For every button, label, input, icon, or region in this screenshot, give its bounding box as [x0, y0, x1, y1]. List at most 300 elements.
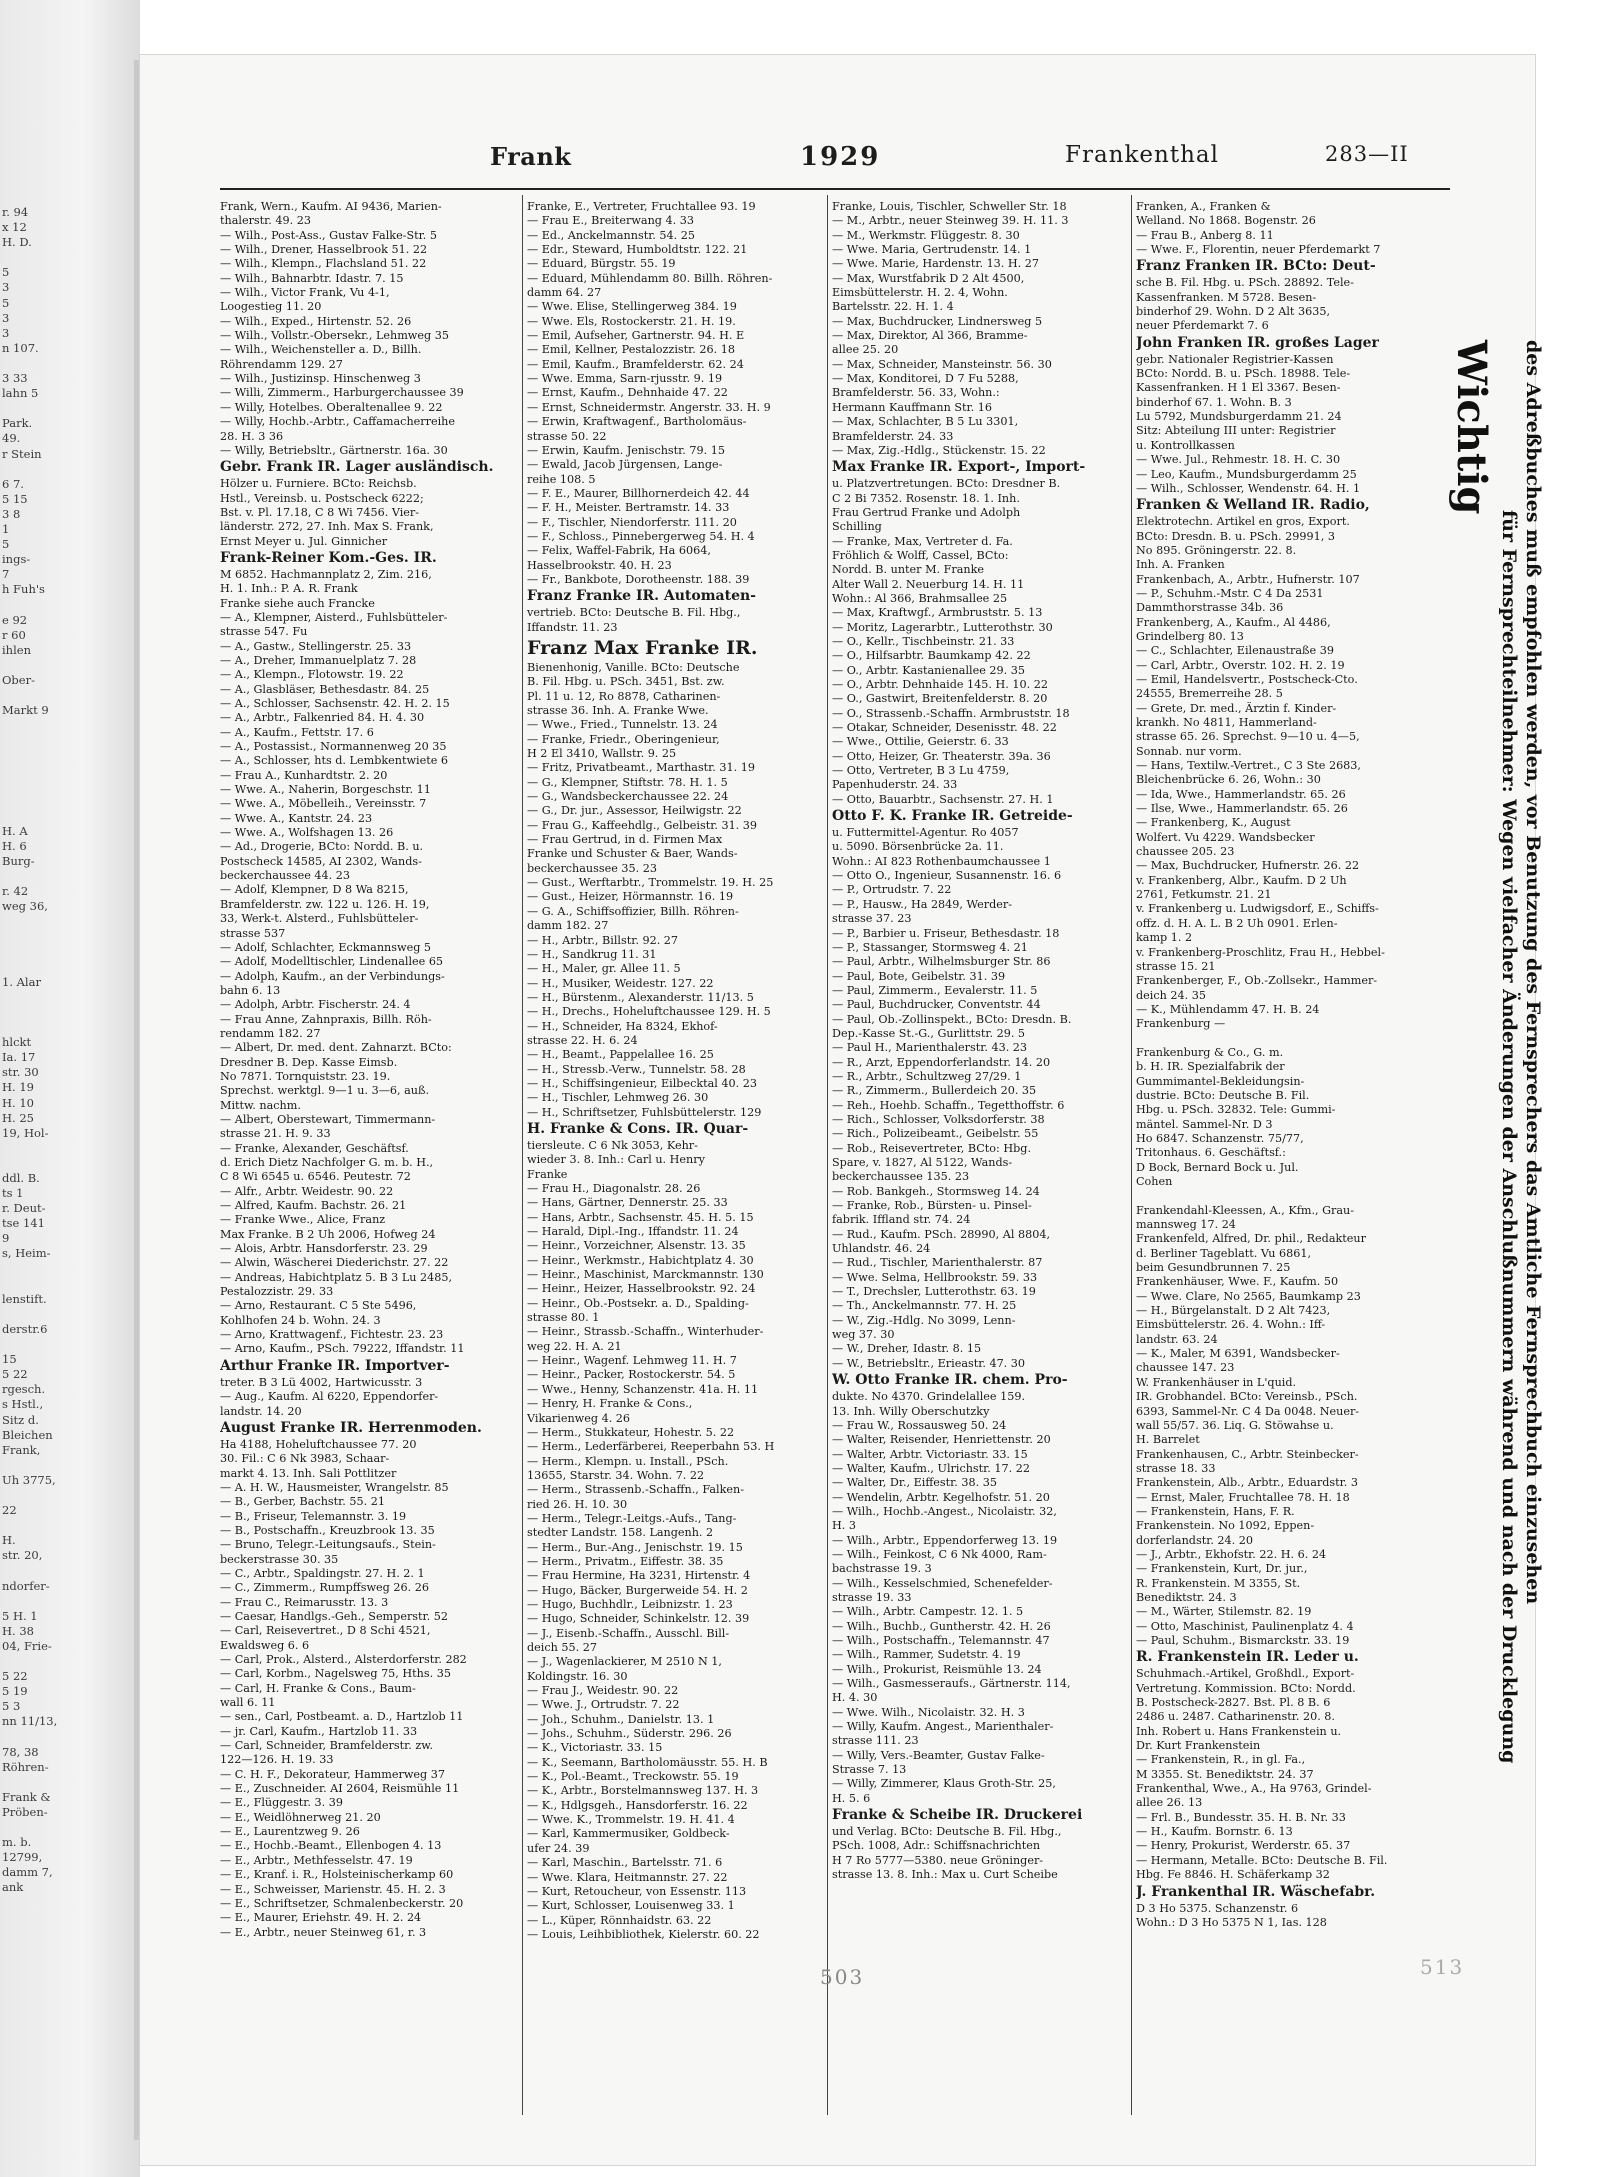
directory-entry-line: D Bock, Bernard Bock u. Jul.	[1136, 1160, 1299, 1174]
directory-entry-line: — Wwe. Selma, Hellbrookstr. 59. 33	[832, 1270, 1038, 1284]
directory-entry-line: Frankenburg & Co., G. m.	[1136, 1045, 1284, 1059]
fragment-line	[2, 658, 60, 673]
directory-entry-line: — Arno, Restaurant. C 5 Ste 5496,	[220, 1299, 417, 1313]
notice-sidebar	[1448, 340, 1543, 1780]
directory-entry-line: — Ed., Anckelmannstr. 54. 25	[527, 228, 696, 242]
directory-entry-line: allee 25. 20	[832, 343, 899, 357]
directory-entry-line: — Alwin, Wäscherei Diederichstr. 27. 22	[220, 1256, 449, 1270]
fragment-line: r 60	[2, 627, 26, 642]
directory-entry-line: — Franke, Friedr., Oberingenieur,	[527, 732, 720, 746]
fragment-line	[2, 914, 60, 929]
directory-entry-line: wall 6. 11	[220, 1696, 276, 1710]
directory-entry-line: M 3355. St. Benediktstr. 24. 37	[1136, 1767, 1314, 1781]
fragment-line	[2, 763, 60, 778]
directory-entry-line: — Paul, Zimmerm., Eevalerstr. 11. 5	[832, 983, 1038, 997]
directory-entry-line: — Carl, Arbtr., Overstr. 102. H. 2. 19	[1136, 658, 1345, 672]
directory-entry-line: — Wwe. Jul., Rehmestr. 18. H. C. 30	[1136, 453, 1341, 467]
directory-entry-line: Benediktstr. 24. 3	[1136, 1590, 1237, 1604]
fragment-line: str. 20,	[2, 1548, 43, 1563]
directory-entry-line: — Ilse, Wwe., Hammerlandstr. 65. 26	[1136, 802, 1348, 816]
directory-entry-line: — K., Maler, M 6391, Wandsbecker-	[1136, 1347, 1340, 1361]
directory-entry-line: — Carl, Prok., Alsterd., Alsterdorferstr. 282	[220, 1653, 467, 1666]
directory-entry-line: — Wwe. Wilh., Nicolaistr. 32. H. 3	[832, 1705, 1025, 1719]
directory-entry-line: — Aug., Kaufm. Al 6220, Eppendorfer-	[220, 1390, 439, 1404]
directory-entry-line: Uhlandstr. 46. 24	[832, 1242, 931, 1256]
fragment-line: ank	[2, 1880, 24, 1895]
directory-entry-line: — Otto, Bauarbtr., Sachsenstr. 27. H. 1	[832, 792, 1054, 806]
fragment-line	[2, 733, 60, 748]
directory-entry-line	[1136, 1032, 1436, 1046]
directory-entry-line: — Felix, Waffel-Fabrik, Ha 6064,	[527, 544, 711, 558]
fragment-line: 5 22	[2, 1367, 28, 1382]
directory-entry-line: — Herm., Lederfärberei, Reeperbahn 53. H	[527, 1440, 775, 1454]
directory-entry-line: — O., Arbtr. Dehnhaide 145. H. 10. 22	[832, 678, 1048, 691]
directory-entry-line: — Willy, Vers.-Beamter, Gustav Falke-	[832, 1748, 1045, 1762]
directory-entry-line: — Gust., Werftarbtr., Trommelstr. 19. H. 25	[527, 876, 774, 890]
fragment-line: ings-	[2, 552, 31, 567]
directory-entry-line	[1136, 1189, 1436, 1203]
directory-entry-line: No 895. Gröningerstr. 22. 8.	[1136, 543, 1297, 557]
directory-entry-line: — L., Küper, Rönnhaidstr. 63. 22	[527, 1913, 712, 1927]
fragment-line: H. 6	[2, 838, 27, 853]
directory-entry-line: beckerchaussee 35. 23	[527, 861, 658, 875]
notice-line-2: des Adreßbuches muß empfohlen werden, vor Benutzung des Fernsprechers das Amtliche Fernsprechbuch einzusehen	[1522, 340, 1544, 1605]
directory-entry-line: — E., Zuschneider. AI 2604, Reismühle 11	[220, 1782, 460, 1796]
directory-entry-line: — Paul, Arbtr., Wilhelmsburger Str. 86	[832, 955, 1051, 969]
directory-entry-line: — Ida, Wwe., Hammerlandstr. 65. 26	[1136, 787, 1346, 801]
fragment-line: 9	[2, 1231, 10, 1246]
directory-entry-line: — Carl, Schneider, Bramfelderstr. zw.	[220, 1739, 434, 1753]
directory-entry-line: Sprechst. werktgl. 9—1 u. 3—6, auß.	[220, 1084, 430, 1098]
directory-entry-line: — Wilh., Feinkost, C 6 Nk 4000, Ram-	[832, 1547, 1047, 1561]
fragment-line: r Stein	[2, 446, 42, 461]
fragment-line: H. 38	[2, 1623, 34, 1638]
directory-entry-line: Frankenburg —	[1136, 1017, 1226, 1031]
directory-entry-line: Alter Wall 2. Neuerburg 14. H. 11	[832, 577, 1025, 591]
directory-entry-line: v. Frankenberg-Proschlitz, Frau H., Hebbel-	[1136, 945, 1385, 959]
directory-entry-line: mäntel. Sammel-Nr. D 3	[1136, 1117, 1273, 1131]
fragment-line: Burg-	[2, 854, 35, 869]
directory-entry-line: landstr. 14. 20	[220, 1404, 302, 1418]
directory-entry-line: strasse 13. 8. Inh.: Max u. Curt Scheibe	[832, 1868, 1058, 1882]
directory-entry-line: — F., Schloss., Pinnebergerweg 54. H. 4	[527, 529, 755, 543]
fragment-line	[2, 1262, 60, 1277]
directory-entry-line: Dresdner B. Dep. Kasse Eimsb.	[220, 1055, 398, 1069]
directory-entry-line: — Wilh., Drener, Hasselbrook 51. 22	[220, 243, 428, 257]
directory-entry-line: — Leo, Kaufm., Mundsburgerdamm 25	[1136, 467, 1357, 481]
directory-entry-line: — Heinr., Packer, Rostockerstr. 54. 5	[527, 1368, 736, 1382]
fragment-line: weg 36,	[2, 899, 48, 914]
directory-entry-line: — E., Kranf. i. R., Holsteinischerkamp 60	[220, 1868, 454, 1882]
directory-entry-line: Dr. Kurt Frankenstein	[1136, 1739, 1261, 1753]
directory-entry-line: — G., Wandsbeckerchaussee 22. 24	[527, 790, 729, 804]
directory-entry-line: Fröhlich & Wolff, Cassel, BCto:	[832, 548, 1009, 562]
directory-entry-line: strasse 21. H. 9. 33	[220, 1127, 331, 1141]
directory-entry-line: stedter Landstr. 158. Langenh. 2	[527, 1526, 714, 1540]
directory-entry-line: — Gust., Heizer, Hörmannstr. 16. 19	[527, 890, 734, 904]
directory-entry-line: — K., Hdlgsgeh., Hansdorferstr. 16. 22	[527, 1798, 748, 1812]
header-rule	[220, 188, 1450, 190]
directory-entry-line: Nordd. B. unter M. Franke	[832, 563, 985, 577]
directory-entry-line: Franke, E., Vertreter, Fruchtallee 93. 19	[527, 200, 756, 213]
fragment-line: lenstift.	[2, 1291, 47, 1306]
fragment-line	[2, 1141, 60, 1156]
directory-entry-line: — Heinr., Werkmstr., Habichtplatz 4. 30	[527, 1253, 754, 1267]
fragment-line: 22	[2, 1503, 17, 1518]
directory-entry-line: — sen., Carl, Postbeamt. a. D., Hartzlob 11	[220, 1710, 464, 1724]
fragment-line: 19, Hol-	[2, 1125, 49, 1140]
directory-entry-line: — E., Schriftsetzer, Schmalenbeckerstr. 20	[220, 1896, 464, 1910]
directory-entry-line: strasse 537	[220, 926, 286, 940]
directory-entry-line: — Wilh., Weichensteller a. D., Billh.	[220, 343, 422, 357]
directory-entry-line: — E., Schweisser, Marienstr. 45. H. 2. 3	[220, 1882, 446, 1896]
directory-entry-line: — P., Barbier u. Friseur, Bethesdastr. 18	[832, 926, 1060, 940]
fragment-line: Sitz d.	[2, 1412, 39, 1427]
directory-entry-line: Welland. No 1868. Bogenstr. 26	[1136, 214, 1316, 228]
directory-entry-line: Kassenfranken. H 1 El 3367. Besen-	[1136, 381, 1341, 395]
directory-entry-line: — Wwe. J., Ortrudstr. 7. 22	[527, 1698, 680, 1712]
directory-entry-line: Loogestieg 11. 20	[220, 300, 322, 314]
directory-entry-line: — K., Arbtr., Borstelmannsweg 137. H. 3	[527, 1784, 759, 1798]
directory-entry-line: — E., Arbtr., Methfesselstr. 47. 19	[220, 1853, 413, 1867]
directory-entry-line: — E., Maurer, Eriehstr. 49. H. 2. 24	[220, 1911, 422, 1925]
directory-entry-line: — Erwin, Kraftwagenf., Bartholomäus-	[527, 415, 747, 429]
directory-entry-line: — Frl. B., Bundesstr. 35. H. B. Nr. 33	[1136, 1810, 1346, 1824]
directory-entry-line: — Max, Kraftwgf., Armbruststr. 5. 13	[832, 606, 1043, 620]
directory-entry-line: dorferlandstr. 24. 20	[1136, 1533, 1254, 1547]
fragment-line	[2, 1820, 60, 1835]
directory-entry-line: Bramfelderstr. 24. 33	[832, 429, 954, 443]
directory-entry-line: — Arno, Krattwagenf., Fichtestr. 23. 23	[220, 1328, 444, 1342]
directory-entry-line: — Wwe. A., Wolfshagen 13. 26	[220, 826, 394, 840]
directory-entry-line: v. Frankenberg u. Ludwigsdorf, E., Schiffs-	[1136, 902, 1379, 916]
directory-entry-line: — Otto, Maschinist, Paulinenplatz 4. 4	[1136, 1619, 1354, 1633]
directory-entry-line: — Max, Wurstfabrik D 2 Alt 4500,	[832, 271, 1025, 285]
directory-entry-line: — Adolf, Klempner, D 8 Wa 8215,	[220, 883, 409, 897]
fragment-line: rgesch.	[2, 1382, 46, 1397]
directory-entry-line: — Wilh., Gasmesseraufs., Gärtnerstr. 114,	[832, 1677, 1071, 1691]
directory-entry-line: — Emil, Kellner, Pestalozzistr. 26. 18	[527, 343, 735, 357]
directory-entry-line: ufer 24. 39	[527, 1841, 590, 1855]
fragment-line: Ia. 17	[2, 1050, 36, 1065]
directory-entry-line: 30. Fil.: C 6 Nk 3983, Schaar-	[220, 1452, 390, 1466]
directory-entry-line: — Rich., Schlosser, Volksdorferstr. 38	[832, 1112, 1045, 1126]
directory-entry-line: B. Fil. Hbg. u. PSch. 3451, Bst. zw.	[527, 675, 725, 689]
directory-entry-line: Wolfert. Vu 4229. Wandsbecker	[1136, 830, 1315, 844]
directory-entry-line: — Harald, Dipl.-Ing., Iffandstr. 11. 24	[527, 1225, 739, 1239]
fragment-line: 3 33	[2, 371, 28, 386]
directory-entry-line: strasse 547. Fu	[220, 625, 308, 639]
directory-entry-line: — W., Dreher, Idastr. 8. 15	[832, 1342, 982, 1356]
directory-entry-line: rendamm 182. 27	[220, 1026, 321, 1040]
directory-entry-line: — H., Musiker, Weidestr. 127. 22	[527, 976, 714, 990]
fragment-line: tse 141	[2, 1216, 45, 1231]
fragment-line: 1. Alar	[2, 974, 41, 989]
column-3	[832, 200, 1132, 1883]
directory-entry-line: — M., Werkmstr. Flüggestr. 8. 30	[832, 228, 1020, 242]
directory-entry-line: — E., Weidlöhnerweg 21. 20	[220, 1810, 381, 1824]
directory-entry-line: u. 5090. Börsenbrücke 2a. 11.	[832, 840, 1004, 854]
directory-entry-line: — Karl, Maschin., Bartelsstr. 71. 6	[527, 1856, 723, 1870]
directory-entry-line: Franke siehe auch Francke	[220, 596, 375, 610]
directory-entry-line: — H., Schiffsingenieur, Eilbecktal 40. 23	[527, 1076, 758, 1090]
column-4	[1136, 200, 1436, 1930]
fragment-line	[2, 748, 60, 763]
directory-entry-line: Ho 6847. Schanzenstr. 75/77,	[1136, 1131, 1304, 1145]
directory-entry-line: — Emil, Kaufm., Bramfelderstr. 62. 24	[527, 357, 744, 371]
directory-entry-line: — Heinr., Strassb.-Schaffn., Winterhuder-	[527, 1325, 764, 1339]
directory-entry-line: — J., Wagenlackierer, M 2510 N 1,	[527, 1655, 722, 1669]
fragment-line: 5	[2, 537, 10, 552]
fragment-line	[2, 1277, 60, 1292]
directory-entry-line: Grindelberg 80. 13	[1136, 629, 1244, 643]
directory-entry-line: — Carl, H. Franke & Cons., Baum-	[220, 1681, 416, 1695]
directory-entry-line: strasse 18. 33	[1136, 1461, 1216, 1475]
directory-entry-line: — Wilh., Arbtr. Campestr. 12. 1. 5	[832, 1605, 1024, 1619]
directory-entry-line: — P., Schuhm.-Mstr. C 4 Da 2531	[1136, 586, 1324, 600]
fragment-line: 5 22	[2, 1669, 28, 1684]
directory-entry-line: — C. H. F., Dekorateur, Hammerweg 37	[220, 1767, 446, 1781]
directory-entry-line: — Albert, Oberstewart, Timmermann-	[220, 1112, 436, 1126]
directory-entry-line: Pl. 11 u. 12, Ro 8878, Catharinen-	[527, 689, 721, 703]
directory-entry-line: — K., Pol.-Beamt., Treckowstr. 55. 19	[527, 1770, 739, 1784]
directory-entry-line: strasse 80. 1	[527, 1311, 600, 1325]
directory-entry-line: — J., Arbtr., Ekhofstr. 22. H. 6. 24	[1136, 1547, 1327, 1561]
directory-entry-line: — Frau Anne, Zahnpraxis, Billh. Röh-	[220, 1012, 432, 1026]
directory-entry-line: Ha 4188, Hoheluftchaussee 77. 20	[220, 1437, 417, 1451]
directory-entry-line: kamp 1. 2	[1136, 931, 1193, 945]
directory-entry-line: Hbg. Fe 8846. H. Schäferkamp 32	[1136, 1868, 1330, 1882]
directory-entry-line: — Eduard, Bürgstr. 55. 19	[527, 257, 676, 271]
directory-entry-line: chaussee 147. 23	[1136, 1361, 1235, 1375]
directory-entry-line: — Edr., Steward, Humboldtstr. 122. 21	[527, 243, 748, 257]
directory-entry-line: Frankenthal, Wwe., A., Ha 9763, Grindel-	[1136, 1782, 1372, 1796]
directory-entry-line: R. Frankenstein. M 3355, St.	[1136, 1576, 1301, 1590]
directory-entry-line: Sitz: Abteilung III unter: Registrier	[1136, 424, 1336, 438]
directory-entry-line: u. Platzvertretungen. BCto: Dresdner B.	[832, 477, 1061, 491]
directory-entry-line: — H., Stressb.-Verw., Tunnelstr. 58. 28	[527, 1062, 746, 1076]
fragment-line: 7	[2, 567, 10, 582]
column-2	[527, 200, 827, 1942]
directory-entry-line: wall 55/57. 36. Liq. G. Stöwahse u.	[1136, 1418, 1334, 1432]
fragment-line: s, Heim-	[2, 1246, 51, 1261]
directory-entry-line: — Karl, Kammermusiker, Goldbeck-	[527, 1827, 730, 1841]
fragment-line: H. D.	[2, 235, 32, 250]
directory-entry-line: — E., Flüggestr. 3. 39	[220, 1796, 344, 1810]
fragment-line: r. Deut-	[2, 1201, 46, 1216]
directory-entry-line: Mittw. nachm.	[220, 1098, 301, 1112]
directory-entry-line: — Frankenstein, Kurt, Dr. jur.,	[1136, 1562, 1308, 1576]
directory-entry-line: H. 1. Inh.: P. A. R. Frank	[220, 582, 358, 596]
fragment-line	[2, 1307, 60, 1322]
directory-entry-line: fabrik. Iffland str. 74. 24	[832, 1213, 971, 1227]
directory-entry-line: — Paul, Bote, Geibelstr. 31. 39	[832, 969, 1006, 983]
fragment-line: 49.	[2, 431, 21, 446]
directory-entry-line: — B., Postschaffn., Kreuzbrook 13. 35	[220, 1523, 435, 1537]
directory-entry-line: — Wilh., Victor Frank, Vu 4-1,	[220, 286, 390, 300]
directory-entry-line: — Willy, Hotelbes. Oberaltenallee 9. 22	[220, 400, 443, 414]
fragment-line: 78, 38	[2, 1744, 39, 1759]
directory-entry-line: neuer Pferdemarkt 7. 6	[1136, 319, 1269, 333]
fragment-line: Park.	[2, 416, 33, 431]
fragment-line	[2, 779, 60, 794]
directory-entry-line: — P., Hausw., Ha 2849, Werder-	[832, 897, 1012, 911]
directory-entry-line: — Herm., Strassenb.-Schaffn., Falken-	[527, 1483, 744, 1497]
directory-entry-line: D 3 Ho 5375. Schanzenstr. 6	[1136, 1901, 1299, 1915]
directory-entry-line: — Bruno, Telegr.-Leitungsaufs., Stein-	[220, 1538, 436, 1552]
directory-entry-line: Vertretung. Kommission. BCto: Nordd.	[1136, 1681, 1356, 1695]
directory-entry-line: — Erwin, Kaufm. Jenischstr. 79. 15	[527, 443, 725, 457]
fragment-line	[2, 1488, 60, 1503]
directory-entry-line: — O., Kellr., Tischbeinstr. 21. 33	[832, 634, 1015, 648]
directory-entry-line: — Johs., Schuhm., Süderstr. 296. 26	[527, 1727, 732, 1741]
directory-entry-line: — Wwe. F., Florentin, neuer Pferdemarkt 7	[1136, 243, 1381, 257]
directory-entry-line: — Rud., Tischler, Marienthalerstr. 87	[832, 1256, 1043, 1270]
directory-entry-line: vertrieb. BCto: Deutsche B. Fil. Hbg.,	[527, 606, 741, 620]
directory-entry-line: Dammthorstrasse 34b. 36	[1136, 601, 1284, 615]
directory-entry-line: Lu 5792, Mundsburgerdamm 21. 24	[1136, 410, 1342, 424]
directory-entry-line: — Ernst, Maler, Fruchtallee 78. H. 18	[1136, 1490, 1350, 1504]
directory-entry-line: — H., Drechs., Hoheluftchaussee 129. H. 5	[527, 1005, 771, 1019]
directory-entry-line: — Paul, Buchdrucker, Conventstr. 44	[832, 998, 1041, 1012]
directory-entry-line: — W., Betriebsltr., Erieastr. 47. 30	[832, 1356, 1026, 1370]
directory-entry-line: damm 182. 27	[527, 919, 609, 933]
directory-entry-line: tiersleute. C 6 Nk 3053, Kehr-	[527, 1138, 698, 1152]
directory-entry-line: — Rich., Polizeibeamt., Geibelstr. 55	[832, 1127, 1039, 1141]
directory-entry-line: v. Frankenberg, Albr., Kaufm. D 2 Uh	[1136, 873, 1347, 887]
directory-entry-line: — Frau B., Anberg 8. 11	[1136, 228, 1274, 242]
directory-entry-line: — Wwe. Emma, Sarn-rjusstr. 9. 19	[527, 372, 723, 386]
directory-entry-line: — C., Schlachter, Eilenaustraße 39	[1136, 644, 1334, 658]
directory-entry-line: — Th., Anckelmannstr. 77. H. 25	[832, 1299, 1017, 1313]
directory-entry-line: — J., Eisenb.-Schaffn., Ausschl. Bill-	[527, 1626, 730, 1640]
fragment-line: n 107.	[2, 340, 39, 355]
directory-entry-line: — Otto, Heizer, Gr. Theaterstr. 39a. 36	[832, 749, 1051, 763]
directory-entry-line: — Moritz, Lagerarbtr., Lutterothstr. 30	[832, 620, 1053, 634]
directory-entry-line: — Wilh., Schlosser, Wendenstr. 64. H. 1	[1136, 481, 1361, 495]
directory-entry-line: Franke, Louis, Tischler, Schweller Str. 18	[832, 200, 1067, 213]
fragment-line: 04, Frie-	[2, 1638, 52, 1653]
directory-entry-line: Frankendahl-Kleessen, A., Kfm., Grau-	[1136, 1203, 1355, 1217]
directory-entry-line: Frankenstein. No 1092, Eppen-	[1136, 1519, 1315, 1533]
directory-entry-line: gebr. Nationaler Registrier-Kassen	[1136, 352, 1334, 366]
directory-entry-line: — H., Bürgelanstalt. D 2 Alt 7423,	[1136, 1304, 1331, 1318]
directory-entry-line: H. 5. 6	[832, 1791, 871, 1805]
directory-entry-line: — Paul H., Marienthalerstr. 43. 23	[832, 1041, 1028, 1055]
directory-entry-line: — Kurt, Retoucheur, von Essenstr. 113	[527, 1884, 747, 1898]
directory-entry-line: — A., Dreher, Immanuelplatz 7. 28	[220, 653, 417, 667]
directory-entry-line: H. Franke & Cons. IR. Quar-	[527, 1120, 749, 1137]
column-separator	[827, 195, 828, 2115]
directory-entry-line: Frankenbach, A., Arbtr., Hufnerstr. 107	[1136, 572, 1360, 586]
directory-entry-line: — Carl, Korbm., Nagelsweg 75, Hths. 35	[220, 1667, 451, 1681]
directory-entry-line: — O., Hilfsarbtr. Baumkamp 42. 22	[832, 649, 1031, 663]
directory-entry-line: allee 26. 13	[1136, 1796, 1203, 1810]
directory-entry-line: — H., Sandkrug 11. 31	[527, 947, 657, 961]
directory-entry-line: Wohn.: AI 823 Rothenbaumchaussee 1	[832, 854, 1051, 868]
directory-entry-line: 122—126. H. 19. 33	[220, 1753, 334, 1767]
directory-entry-line: Eimsbüttelerstr. 26. 4. Wohn.: Iff-	[1136, 1318, 1326, 1332]
directory-entry-line: Franke & Scheibe IR. Druckerei	[832, 1807, 1083, 1824]
directory-entry-line: — H., Kaufm. Bornstr. 6. 13	[1136, 1825, 1293, 1839]
directory-entry-line: strasse 37. 23	[832, 912, 912, 926]
directory-entry-line: Franke und Schuster & Baer, Wands-	[527, 847, 738, 861]
directory-entry-line: Dep.-Kasse St.-G., Gurlittstr. 29. 5	[832, 1026, 1026, 1040]
fragment-line: 5 19	[2, 1684, 28, 1699]
directory-entry-line: — Frau W., Rossausweg 50. 24	[832, 1418, 1007, 1432]
fragment-line: damm 7,	[2, 1865, 53, 1880]
directory-entry-line: — Caesar, Handlgs.-Geh., Semperstr. 52	[220, 1609, 449, 1623]
directory-entry-line: — F., Tischler, Niendorferstr. 111. 20	[527, 515, 737, 529]
directory-entry-line: — jr. Carl, Kaufm., Hartzlob 11. 33	[220, 1724, 418, 1738]
fragment-line	[2, 401, 60, 416]
directory-entry-line: — B., Gerber, Bachstr. 55. 21	[220, 1495, 385, 1509]
directory-entry-line: — Walter, Arbtr. Victoriastr. 33. 15	[832, 1447, 1028, 1461]
fragment-line: 12799,	[2, 1850, 43, 1865]
directory-entry-line: dustrie. BCto: Deutsche B. Fil.	[1136, 1088, 1310, 1102]
directory-entry-line: — Frankenberg, K., August	[1136, 816, 1291, 830]
fragment-line: 5 15	[2, 491, 28, 506]
directory-entry-line: — Hugo, Schneider, Schinkelstr. 12. 39	[527, 1612, 750, 1626]
directory-entry-line: — F. H., Meister. Bertramstr. 14. 33	[527, 501, 730, 515]
directory-entry-line: d. Berliner Tageblatt. Vu 6861,	[1136, 1246, 1312, 1260]
directory-entry-line: — Carl, Reisevertret., D 8 Schi 4521,	[220, 1624, 431, 1638]
directory-entry-line: — R., Arbtr., Schultzweg 27/29. 1	[832, 1069, 1022, 1083]
directory-entry-line: — A., Klempn., Flotowstr. 19. 22	[220, 668, 404, 682]
directory-entry-line: — H., Schneider, Ha 8324, Ekhof-	[527, 1019, 718, 1033]
directory-entry-line: H 7 Ro 5777—5380. neue Gröninger-	[832, 1853, 1044, 1867]
directory-entry-line: — Ernst, Kaufm., Dehnhaide 47. 22	[527, 386, 728, 400]
directory-entry-line: — H., Beamt., Pappelallee 16. 25	[527, 1048, 714, 1062]
directory-entry-line: — Heinr., Vorzeichner, Alsenstr. 13. 35	[527, 1239, 746, 1253]
directory-entry-line: — Wilh., Arbtr., Eppendorferweg 13. 19	[832, 1533, 1058, 1547]
directory-entry-line: — Willy, Betriebsltr., Gärtnerstr. 16a. 30	[220, 443, 448, 457]
directory-entry-line: H. 4. 30	[832, 1691, 878, 1705]
fragment-line: x 12	[2, 220, 27, 235]
directory-entry-line: — Wwe. Maria, Gertrudenstr. 14. 1	[832, 243, 1032, 257]
directory-entry-line: Koldingstr. 16. 30	[527, 1669, 628, 1683]
directory-entry-line: — H., Schriftsetzer, Fuhlsbüttelerstr. 129	[527, 1105, 762, 1119]
fragment-line	[2, 250, 60, 265]
directory-entry-line: — Franke, Max, Vertreter d. Fa.	[832, 534, 1013, 548]
fragment-line: h Fuh's	[2, 582, 45, 597]
directory-entry-line: — Frau G., Kaffeehdlg., Gelbeistr. 31. 39	[527, 818, 758, 832]
directory-entry-line: — G., Klempner, Stiftstr. 78. H. 1. 5	[527, 775, 728, 789]
directory-entry-line: — K., Mühlendamm 47. H. B. 24	[1136, 1002, 1320, 1016]
directory-entry-line: Bst. v. Pl. 17.18, C 8 Wi 7456. Vier-	[220, 505, 420, 519]
directory-entry-line: — Henry, Prokurist, Werderstr. 65. 37	[1136, 1839, 1351, 1853]
fragment-line	[2, 1518, 60, 1533]
directory-entry-line: 2486 u. 2487. Catharinenstr. 20. 8.	[1136, 1710, 1335, 1724]
directory-entry-line: — C., Zimmerm., Rumpffsweg 26. 26	[220, 1581, 429, 1595]
directory-entry-line: — E., Laurentzweg 9. 26	[220, 1825, 360, 1839]
directory-entry-line: — Frau H., Diagonalstr. 28. 26	[527, 1182, 701, 1195]
fragment-line: H. 19	[2, 1080, 34, 1095]
directory-entry-line: 24555, Bremerreihe 28. 5	[1136, 687, 1283, 701]
directory-entry-line: — Adolf, Schlachter, Eckmannsweg 5	[220, 940, 432, 954]
fragment-line	[2, 809, 60, 824]
directory-entry-line: chaussee 205. 23	[1136, 845, 1235, 859]
directory-entry-line: Franz Franke IR. Automaten-	[527, 588, 756, 605]
directory-entry-line: — O., Strassenb.-Schaffn. Armbruststr. 18	[832, 706, 1070, 720]
fragment-line: H. 10	[2, 1095, 34, 1110]
directory-entry-line: 2761, Fetkumstr. 21. 21	[1136, 888, 1272, 902]
directory-entry-line: — Rob. Bankgeh., Stormsweg 14. 24	[832, 1184, 1040, 1198]
directory-entry-line: — Eduard, Mühlendamm 80. Billh. Röhren-	[527, 271, 773, 285]
directory-entry-line: — A. H. W., Hausmeister, Wrangelstr. 85	[220, 1480, 449, 1494]
fragment-line: 3 8	[2, 506, 21, 521]
directory-entry-line: — Frau J., Weidestr. 90. 22	[527, 1684, 679, 1698]
